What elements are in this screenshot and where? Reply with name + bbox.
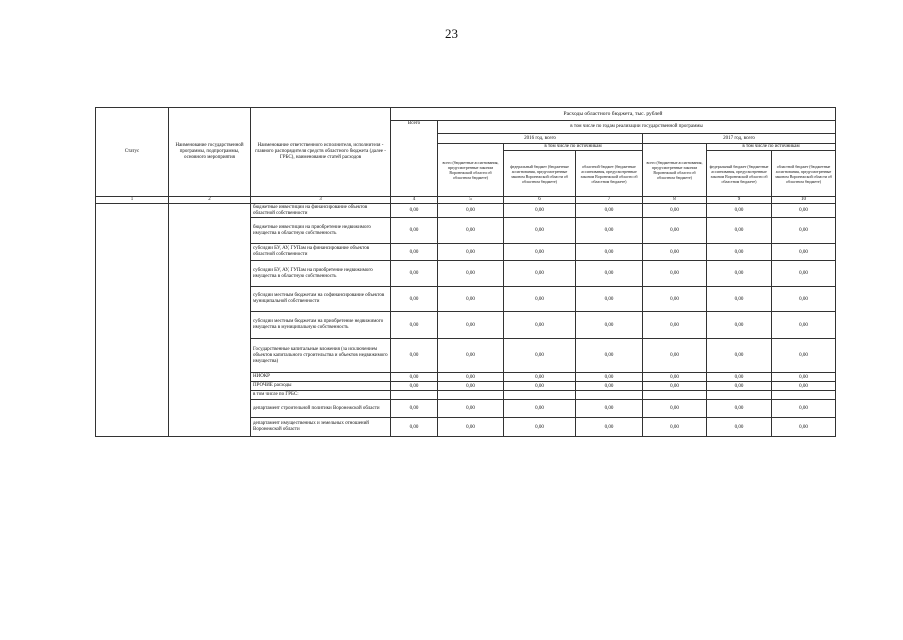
year-2016-header: 2016 год, всего	[438, 134, 643, 144]
value-cell	[438, 391, 504, 400]
regional-2017-header: областной бюджет (бюджетные ассигнования, предусмотренные законом Воронежской области об областном бюджете)	[772, 151, 836, 197]
row-label: субсидии местным бюджетам на софинансирование объектов муниципальной собственности	[251, 287, 391, 312]
value-cell: 0,00	[576, 287, 643, 312]
value-cell: 0,00	[438, 339, 504, 373]
value-cell: 0,00	[707, 418, 772, 437]
value-cell: 0,00	[707, 373, 772, 382]
value-cell: 0,00	[707, 261, 772, 287]
value-cell: 0,00	[576, 382, 643, 391]
sources-2016-header: в том числе по источникам	[504, 144, 643, 151]
value-cell: 0,00	[643, 312, 707, 339]
column-number: 2	[169, 197, 251, 204]
column-number: 4	[391, 197, 438, 204]
value-cell	[576, 391, 643, 400]
row-label: бюджетные инвестиции на приобретение недвижимого имущества в областную собственность	[251, 218, 391, 244]
by-years-header: в том числе по годам реализации государственной программы	[438, 121, 836, 134]
column-number: 8	[643, 197, 707, 204]
year-2017-header: 2017 год, всего	[643, 134, 836, 144]
value-cell: 0,00	[772, 418, 836, 437]
value-cell: 0,00	[504, 418, 576, 437]
value-cell: 0,00	[772, 312, 836, 339]
value-cell: 0,00	[643, 204, 707, 218]
value-cell: 0,00	[576, 339, 643, 373]
value-cell: 0,00	[504, 382, 576, 391]
column-number: 1	[96, 197, 169, 204]
value-cell: 0,00	[707, 287, 772, 312]
value-cell	[772, 391, 836, 400]
value-cell: 0,00	[391, 339, 438, 373]
value-cell: 0,00	[772, 400, 836, 418]
row-label: НИОКР	[251, 373, 391, 382]
value-cell: 0,00	[438, 261, 504, 287]
row-label: Государственные капитальные вложения (за исключением объектов капитального строительства и объектов недвижимого имущества)	[251, 339, 391, 373]
value-cell: 0,00	[504, 400, 576, 418]
column-number: 10	[772, 197, 836, 204]
value-cell: 0,00	[707, 312, 772, 339]
value-cell: 0,00	[504, 261, 576, 287]
column-number: 9	[707, 197, 772, 204]
value-cell: 0,00	[391, 312, 438, 339]
expenses-header: Расходы областного бюджета, тыс. рублей	[391, 108, 836, 121]
value-cell: 0,00	[504, 339, 576, 373]
value-cell: 0,00	[643, 244, 707, 261]
table-row	[96, 204, 836, 218]
value-cell: 0,00	[772, 373, 836, 382]
value-cell: 0,00	[391, 400, 438, 418]
value-cell: 0,00	[438, 218, 504, 244]
value-cell: 0,00	[772, 382, 836, 391]
value-cell: 0,00	[772, 204, 836, 218]
value-cell: 0,00	[707, 382, 772, 391]
value-cell: 0,00	[391, 418, 438, 437]
value-cell: 0,00	[576, 244, 643, 261]
value-cell: 0,00	[438, 382, 504, 391]
federal-2017-header: федеральный бюджет (бюджетные ассигнования, предусмотренные законом Воронежской области об областном бюджете)	[707, 151, 772, 197]
row-label: субсидии БУ, АУ, ГУПам на финансирование объектов областной собственности	[251, 244, 391, 261]
value-cell: 0,00	[772, 339, 836, 373]
row-label: субсидии БУ, АУ, ГУПам на приобретение недвижимого имущества в областную собственность	[251, 261, 391, 287]
value-cell: 0,00	[772, 261, 836, 287]
page-number: 23	[445, 26, 458, 41]
total-header: Всего	[391, 121, 438, 197]
status-header: Статус	[96, 108, 169, 197]
program-name-header: Наименование государственной программы, подпрограммы, основного мероприятия	[169, 108, 251, 197]
value-cell: 0,00	[576, 218, 643, 244]
value-cell: 0,00	[504, 312, 576, 339]
row-label: департамент имущественных и земельных отношений Воронежской области	[251, 418, 391, 437]
total-2017-header: всего (бюджетные ассигнования, предусмотренные законом Воронежской области об областном бюджете)	[643, 144, 707, 197]
value-cell: 0,00	[643, 400, 707, 418]
value-cell: 0,00	[391, 244, 438, 261]
column-number: 3	[251, 197, 391, 204]
value-cell: 0,00	[504, 373, 576, 382]
value-cell: 0,00	[504, 218, 576, 244]
value-cell: 0,00	[576, 312, 643, 339]
value-cell: 0,00	[772, 218, 836, 244]
column-number: 6	[504, 197, 576, 204]
value-cell: 0,00	[643, 218, 707, 244]
value-cell: 0,00	[772, 287, 836, 312]
executor-header: Наименование ответственного исполнителя, исполнителя - главного распорядителя средств областного бюджета (далее - ГРБС), наименование статей расходов	[251, 108, 391, 197]
value-cell: 0,00	[643, 339, 707, 373]
status-cell	[96, 204, 169, 437]
value-cell	[391, 391, 438, 400]
value-cell: 0,00	[438, 204, 504, 218]
column-number: 7	[576, 197, 643, 204]
value-cell: 0,00	[643, 287, 707, 312]
value-cell: 0,00	[391, 373, 438, 382]
value-cell: 0,00	[504, 244, 576, 261]
federal-2016-header: федеральный бюджет (бюджетные ассигнования, предусмотренные законом Воронежской области об областном бюджете)	[504, 151, 576, 197]
value-cell: 0,00	[438, 418, 504, 437]
value-cell: 0,00	[438, 287, 504, 312]
total-2016-header: всего (бюджетные ассигнования, предусмотренные законом Воронежской области об областном бюджете)	[438, 144, 504, 197]
value-cell: 0,00	[707, 339, 772, 373]
value-cell: 0,00	[643, 373, 707, 382]
value-cell: 0,00	[391, 261, 438, 287]
value-cell: 0,00	[576, 261, 643, 287]
value-cell: 0,00	[391, 204, 438, 218]
value-cell: 0,00	[576, 373, 643, 382]
value-cell: 0,00	[438, 400, 504, 418]
value-cell	[504, 391, 576, 400]
row-label: ПРОЧИЕ расходы	[251, 382, 391, 391]
budget-table	[95, 107, 836, 437]
value-cell: 0,00	[707, 218, 772, 244]
value-cell	[707, 391, 772, 400]
sources-2017-header: в том числе по источникам	[707, 144, 836, 151]
value-cell: 0,00	[504, 287, 576, 312]
column-number-row	[96, 197, 836, 204]
value-cell: 0,00	[438, 312, 504, 339]
value-cell: 0,00	[707, 204, 772, 218]
value-cell: 0,00	[772, 244, 836, 261]
value-cell: 0,00	[707, 244, 772, 261]
value-cell: 0,00	[438, 373, 504, 382]
value-cell	[643, 391, 707, 400]
column-number: 5	[438, 197, 504, 204]
value-cell: 0,00	[504, 204, 576, 218]
value-cell: 0,00	[576, 204, 643, 218]
value-cell: 0,00	[707, 400, 772, 418]
row-label: департамент строительной политики Воронежской области	[251, 400, 391, 418]
value-cell: 0,00	[438, 244, 504, 261]
value-cell: 0,00	[391, 218, 438, 244]
value-cell: 0,00	[391, 382, 438, 391]
row-label: бюджетные инвестиции на финансирование объектов областной собственности	[251, 204, 391, 218]
row-label: субсидии местным бюджетам на приобретение недвижимого имущества в муниципальную собственность	[251, 312, 391, 339]
regional-2016-header: областной бюджет (бюджетные ассигнования, предусмотренные законом Воронежской области об областном бюджете)	[576, 151, 643, 197]
value-cell: 0,00	[643, 261, 707, 287]
value-cell: 0,00	[576, 418, 643, 437]
program-cell	[169, 204, 251, 437]
row-label: в том числе по ГРБС:	[251, 391, 391, 400]
value-cell: 0,00	[643, 418, 707, 437]
value-cell: 0,00	[576, 400, 643, 418]
value-cell: 0,00	[391, 287, 438, 312]
value-cell: 0,00	[643, 382, 707, 391]
